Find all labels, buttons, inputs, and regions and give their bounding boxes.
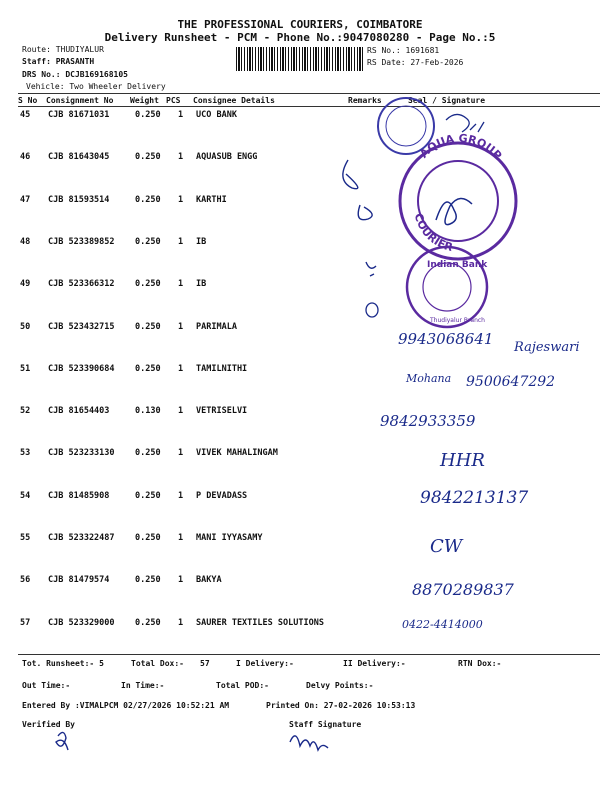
handwritten-initials-53: HHR xyxy=(440,450,485,471)
row-pcs: 1 xyxy=(178,406,184,417)
route-text: Route: THUDIYALUR xyxy=(22,45,104,54)
row-pcs: 1 xyxy=(178,363,184,374)
row-weight: 0.250 xyxy=(135,363,161,374)
row-pcs: 1 xyxy=(178,321,184,332)
row-sno: 55 xyxy=(20,533,31,543)
row-consignee: VETRISELVI xyxy=(196,406,248,417)
row-sno: 46 xyxy=(20,152,31,163)
staff-signature: Staff Signature xyxy=(289,720,362,729)
row-pcs: 1 xyxy=(178,279,184,290)
row-sno: 47 xyxy=(20,194,31,205)
row-consignee: VIVEK MAHALINGAM xyxy=(196,448,278,459)
i-delivery: I Delivery:- xyxy=(236,659,294,668)
handwritten-name-51: Mohana xyxy=(406,372,452,385)
drs-text: DRS No.: DCJB169168105 xyxy=(22,70,128,79)
row-pcs: 1 xyxy=(178,110,184,120)
row-consignee: BAKYA xyxy=(196,575,222,586)
row-weight: 0.250 xyxy=(135,236,161,247)
indian-bank-text: Indian Bank xyxy=(427,260,488,270)
table-row xyxy=(18,277,600,319)
row-sno: 54 xyxy=(20,490,31,501)
row-weight: 0.250 xyxy=(135,321,161,332)
handwritten-name-50: Rajeswari xyxy=(514,340,580,355)
rs-no-text: RS No.: 1691681 xyxy=(367,46,440,55)
row-consignment: CJB 81654403 xyxy=(48,406,110,417)
row-pcs: 1 xyxy=(178,617,184,628)
row-consignment: CJB 523366312 xyxy=(48,279,115,290)
out-time: Out Time:- xyxy=(22,681,71,690)
handwritten-phone-56: 8870289837 xyxy=(412,580,514,599)
row-consignment: CJB 81485908 xyxy=(48,490,110,501)
row-consignment: CJB 523389852 xyxy=(48,236,115,247)
footer-rule xyxy=(18,654,600,655)
row-weight: 0.250 xyxy=(135,279,161,290)
row-sno: 49 xyxy=(20,279,31,290)
row-weight: 0.250 xyxy=(135,194,161,205)
row-weight: 0.130 xyxy=(135,406,161,417)
row-consignment: CJB 81593514 xyxy=(48,194,110,205)
runsheet-subtitle: Delivery Runsheet - PCM - Phone No.:9047080280 - Page No.:5 xyxy=(104,31,496,44)
row-sno: 48 xyxy=(20,236,31,247)
col-remarks: Remarks xyxy=(348,96,382,105)
row-consignee: UCO BANK xyxy=(196,110,237,120)
row-sno: 45 xyxy=(20,110,31,120)
handwritten-phone-52: 9842933359 xyxy=(380,412,476,430)
row-consignment: CJB 81671031 xyxy=(48,110,110,120)
aqua-top-text: AQUA GROUP xyxy=(417,131,505,163)
row-consignee: MANI IYYASAMY xyxy=(196,533,263,543)
row-pcs: 1 xyxy=(178,490,184,501)
handwritten-initials-55: CW xyxy=(430,536,463,557)
header-bottom-rule xyxy=(18,106,600,107)
row-consignee: TAMILNITHI xyxy=(196,363,248,374)
table-row xyxy=(18,616,600,658)
row-consignment: CJB 523432715 xyxy=(48,321,115,332)
table-row xyxy=(18,193,600,235)
row-consignment: CJB 523322487 xyxy=(48,533,115,543)
delvy-points: Delvy Points:- xyxy=(306,681,374,690)
header-top-rule xyxy=(18,93,600,94)
col-consignee: Consignee Details xyxy=(193,96,275,105)
row-sno: 51 xyxy=(20,363,31,374)
row-consignment: CJB 523329000 xyxy=(48,617,115,628)
table-row xyxy=(18,446,600,488)
printed-on: Printed On: 27-02-2026 10:53:13 xyxy=(266,701,416,710)
row-pcs: 1 xyxy=(178,533,184,543)
handwritten-phone-54: 9842213137 xyxy=(420,488,529,508)
total-dox-value: 57 xyxy=(200,659,210,668)
table-row xyxy=(18,531,600,573)
total-pod: Total POD:- xyxy=(216,681,269,690)
row-consignee: AQUASUB ENGG xyxy=(196,152,258,163)
row-consignee: IB xyxy=(196,279,207,290)
row-weight: 0.250 xyxy=(135,448,161,459)
verified-by: Verified By xyxy=(22,720,75,729)
aqua-bottom-text: COURIER xyxy=(411,211,455,255)
handwritten-phone-51: 9500647292 xyxy=(466,374,556,390)
row-sno: 52 xyxy=(20,406,31,417)
row-weight: 0.250 xyxy=(135,490,161,501)
row-pcs: 1 xyxy=(178,448,184,459)
total-dox-label: Total Dox:- xyxy=(131,659,184,668)
tot-runsheet: Tot. Runsheet:- 5 xyxy=(22,659,104,668)
handwritten-phone-50: 9943068641 xyxy=(398,330,494,348)
table-row xyxy=(18,404,600,446)
row-weight: 0.250 xyxy=(135,533,161,543)
row-consignment: CJB 523233130 xyxy=(48,448,115,459)
staff-text: Staff: PRASANTH xyxy=(22,57,95,66)
row-pcs: 1 xyxy=(178,152,184,163)
row-consignee: SAURER TEXTILES SOLUTIONS xyxy=(196,617,324,628)
row-consignee: PARIMALA xyxy=(196,321,237,332)
col-consignment: Consignment No xyxy=(46,96,114,105)
row-consignment: CJB 523390684 xyxy=(48,363,115,374)
row-pcs: 1 xyxy=(178,236,184,247)
indian-bank-branch-text: Thudiyalur Branch xyxy=(430,317,485,324)
row-sno: 50 xyxy=(20,321,31,332)
row-sno: 53 xyxy=(20,448,31,459)
row-pcs: 1 xyxy=(178,575,184,586)
row-sno: 56 xyxy=(20,575,31,586)
col-seal: Seal / Signature xyxy=(408,96,486,105)
vehicle-text: Vehicle: Two Wheeler Delivery xyxy=(26,82,166,91)
col-weight: Weight xyxy=(130,96,159,105)
row-weight: 0.250 xyxy=(135,617,161,628)
table-row xyxy=(18,150,600,192)
col-pcs: PCS xyxy=(166,96,181,105)
in-time: In Time:- xyxy=(121,681,165,690)
entered-by: Entered By :VIMALPCM 02/27/2026 10:52:21 AM xyxy=(22,701,230,710)
row-consignee: KARTHI xyxy=(196,194,227,205)
barcode xyxy=(236,47,364,71)
handwritten-phone-57: 0422-4414000 xyxy=(402,618,483,631)
row-sno: 57 xyxy=(20,617,31,628)
table-row xyxy=(18,235,600,277)
row-consignment: CJB 81479574 xyxy=(48,575,110,586)
row-weight: 0.250 xyxy=(135,110,161,120)
table-row xyxy=(18,108,600,150)
row-consignee: P DEVADASS xyxy=(196,490,248,501)
rs-date-text: RS Date: 27-Feb-2026 xyxy=(367,58,464,67)
row-consignment: CJB 81643045 xyxy=(48,152,110,163)
ii-delivery: II Delivery:- xyxy=(343,659,406,668)
row-weight: 0.250 xyxy=(135,152,161,163)
company-title: THE PROFESSIONAL COURIERS, COIMBATORE xyxy=(177,18,423,31)
table-row xyxy=(18,320,600,362)
row-pcs: 1 xyxy=(178,194,184,205)
row-weight: 0.250 xyxy=(135,575,161,586)
row-consignee: IB xyxy=(196,236,207,247)
col-sno: S No xyxy=(18,96,38,105)
rtn-dox: RTN Dox:- xyxy=(458,659,502,668)
